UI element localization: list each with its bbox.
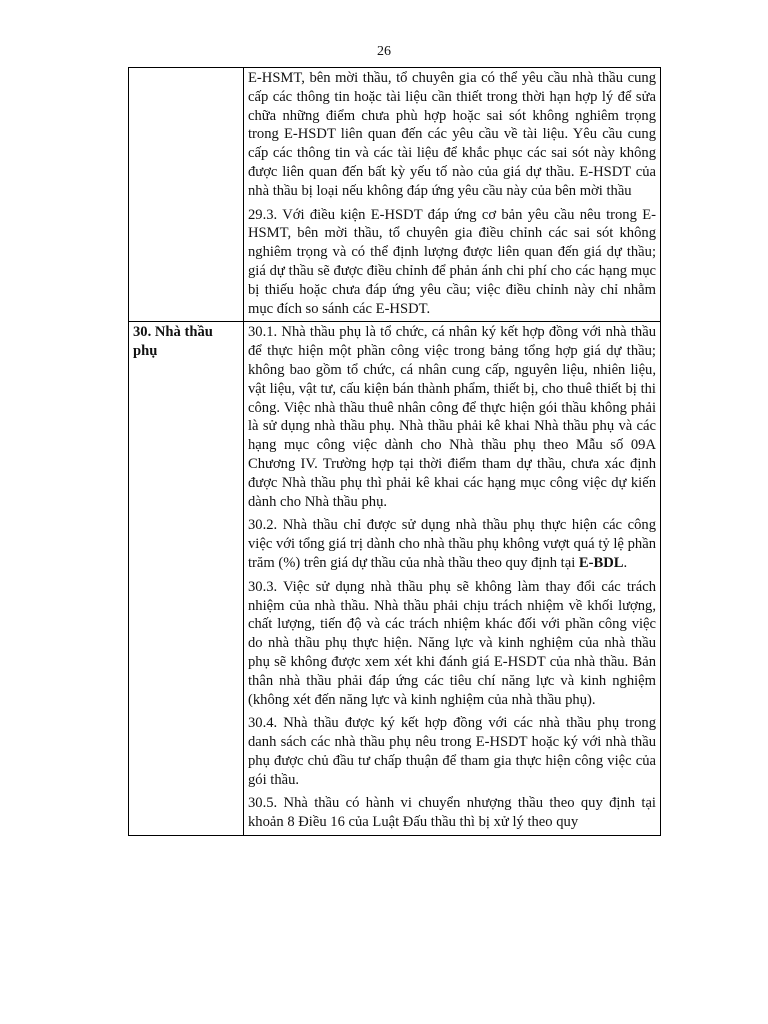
page-number: 26 bbox=[377, 44, 391, 59]
paragraph-30-1: 30.1. Nhà thầu phụ là tổ chức, cá nhân ký kết hợp đồng với nhà thầu để thực hiện một phần công việc trong bảng tổng hợp giá dự thầu; không bao gồm tổ chức, cá nhân cung cấp, nguyên liệu, nhiên liệu, vật liệu, vật tư, cấu kiện bán thành phẩm, thiết bị, cho thuê thiết bị thi công. Việc nhà thầu thuê nhân công để thực hiện gói thầu không phải là sử dụng nhà thầu phụ. Nhà thầu phải kê khai Nhà thầu phụ và các hạng mục công việc dành cho Nhà thầu phụ theo Mẫu số 09A Chương IV. Trường hợp tại thời điểm tham dự thầu, chưa xác định được Nhà thầu phụ thì phải kê khai các hạng mục công việc dự kiến dành cho Nhà thầu phụ. bbox=[248, 324, 656, 510]
heading-cell-empty bbox=[129, 68, 244, 322]
section-heading-cell bbox=[129, 322, 244, 836]
document-table bbox=[128, 67, 661, 836]
e-bdl-reference: E-BDL bbox=[578, 554, 624, 571]
content-cell bbox=[244, 68, 661, 322]
paragraph-30-3: 30.3. Việc sử dụng nhà thầu phụ sẽ không làm thay đổi các trách nhiệm của nhà thầu. Nhà thầu phải chịu trách nhiệm về khối lượng, chất lượng, tiến độ và các trách nhiệm khác đối với phần công việc do nhà thầu phụ thực hiện. Năng lực và kinh nghiệm của nhà thầu phụ sẽ không được xem xét khi đánh giá E-HSDT của nhà thầu. Bản thân nhà thầu phải đáp ứng các tiêu chí năng lực và kinh nghiệm (không xét đến năng lực và kinh nghiệm của nhà thầu phụ). bbox=[248, 578, 656, 708]
paragraph-30-5: 30.5. Nhà thầu có hành vi chuyển nhượng thầu theo quy định tại khoản 8 Điều 16 của Luật Đấu thầu thì bị xử lý theo quy bbox=[248, 795, 656, 831]
paragraph-30-2-end: . bbox=[623, 554, 628, 571]
table-row bbox=[129, 68, 661, 322]
section-heading-line-2: phụ bbox=[133, 343, 158, 360]
content-cell bbox=[244, 322, 661, 836]
paragraph-30-2-text: 30.2. Nhà thầu chỉ được sử dụng nhà thầu phụ thực hiện các công việc với tổng giá trị dành cho nhà thầu phụ không vượt quá tỷ lệ phần trăm (%) trên giá dự thầu của nhà thầu theo quy định tại bbox=[248, 517, 656, 571]
paragraph-29-2-continued: E-HSMT, bên mời thầu, tổ chuyên gia có thể yêu cầu nhà thầu cung cấp các thông tin hoặc tài liệu cần thiết trong thời hạn hợp lý để sửa chữa những điểm chưa phù hợp hoặc sai sót không nghiêm trọng trong E-HSDT liên quan đến các yêu cầu về tài liệu. Yêu cầu cung cấp các thông tin và các tài liệu để khắc phục các sai sót này không được liên quan đến bất kỳ yếu tố nào của giá dự thầu. E-HSDT của nhà thầu bị loại nếu không đáp ứng yêu cầu này của bên mời thầu bbox=[248, 70, 656, 199]
table-row bbox=[129, 322, 661, 836]
section-heading-line-1: 30. Nhà thầu bbox=[133, 324, 213, 341]
paragraph-29-3: 29.3. Với điều kiện E-HSDT đáp ứng cơ bản yêu cầu nêu trong E-HSMT, bên mời thầu, tổ chuyên gia điều chỉnh các sai sót không nghiêm trọng và có thể định lượng được liên quan đến giá dự thầu; giá dự thầu sẽ được điều chỉnh để phản ánh chi phí cho các hạng mục bị thiếu hoặc chưa đáp ứng yêu cầu; việc điều chỉnh này chỉ nhằm mục đích so sánh các E-HSDT. bbox=[248, 206, 656, 317]
paragraph-30-4: 30.4. Nhà thầu được ký kết hợp đồng với các nhà thầu phụ trong danh sách các nhà thầu phụ nêu trong E-HSDT hoặc ký với nhà thầu phụ được chủ đầu tư chấp thuận để tham gia thực hiện công việc của gói thầu. bbox=[248, 715, 656, 788]
paragraph-30-2 bbox=[248, 516, 656, 572]
